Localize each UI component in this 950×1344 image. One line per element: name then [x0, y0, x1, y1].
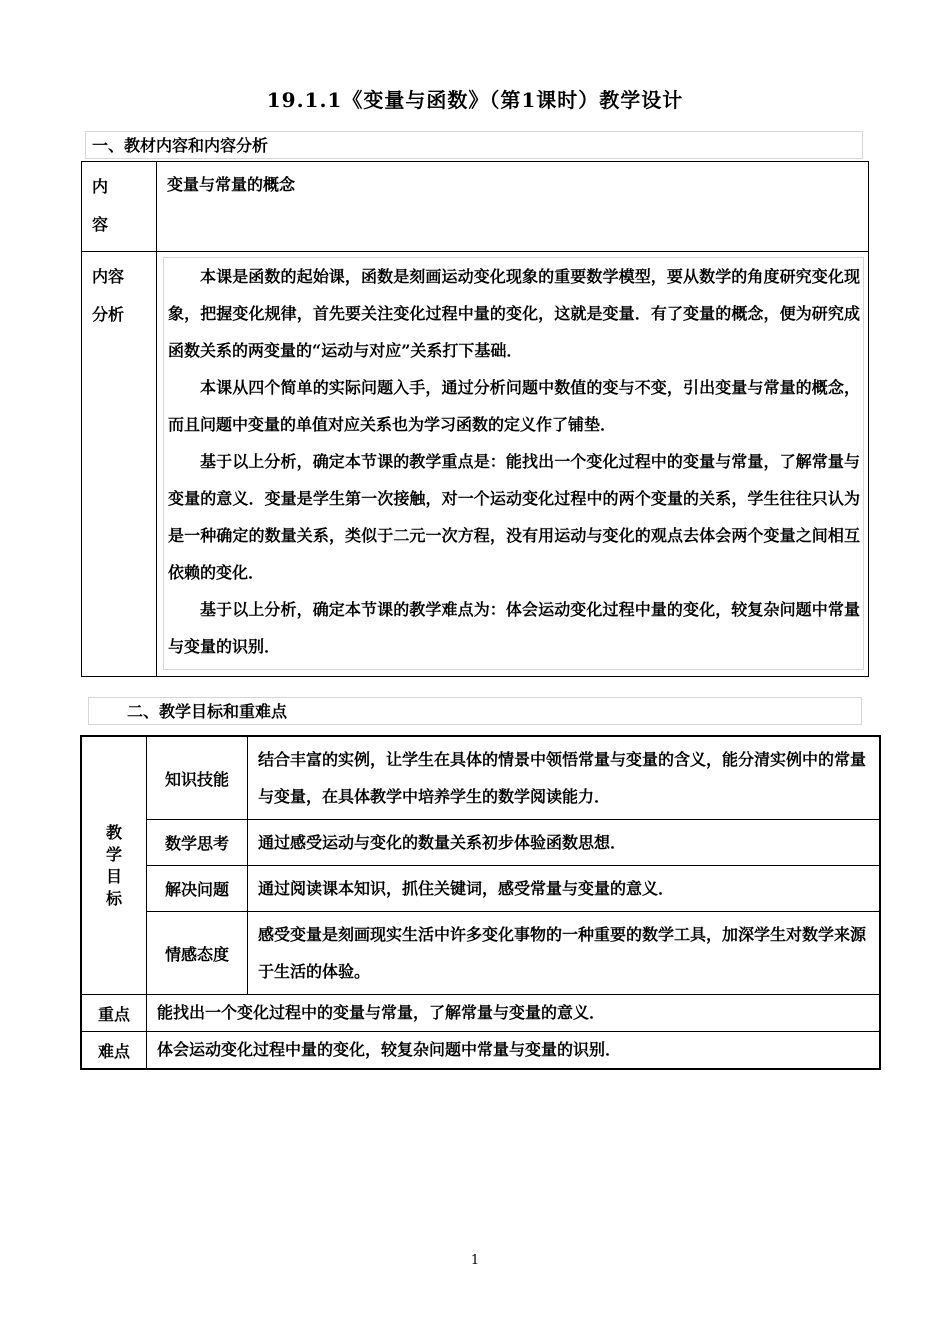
table-row [81, 736, 880, 820]
goal-category: 知识技能 [147, 736, 248, 820]
goal-text: 通过阅读课本知识，抓住关键词，感受常量与变量的意义． [248, 866, 881, 912]
table-row [81, 1032, 880, 1070]
section-heading-goals: 二、教学目标和重难点 [88, 697, 862, 725]
goal-category: 数学思考 [147, 820, 248, 866]
analysis-cell [157, 252, 869, 677]
goal-text: 感受变量是刻画现实生活中许多变化事物的一种重要的数学工具，加深学生对数学来源于生活的体验。 [248, 912, 881, 995]
key-point-label: 重点 [81, 995, 147, 1032]
table-row [82, 162, 869, 252]
goals-label-char: 目 [105, 866, 122, 886]
table-row [81, 866, 880, 912]
goals-label-char: 标 [105, 888, 122, 908]
analysis-text-box [163, 257, 864, 670]
analysis-label [82, 252, 157, 677]
document-title: 19.1.1《变量与函数》（第1课时）教学设计 [266, 88, 684, 112]
goal-text: 结合丰富的实例，让学生在具体的情景中领悟常量与变量的含义，能分清实例中的常量与变量，在具体教学中培养学生的数学阅读能力． [248, 736, 881, 820]
analysis-paragraph: 本课从四个简单的实际问题入手，通过分析问题中数值的变与不变，引出变量与常量的概念，而且问题中变量的单值对应关系也为学习函数的定义作了铺垫． [168, 378, 860, 434]
key-point-text: 能找出一个变化过程中的变量与常量，了解常量与变量的意义． [147, 995, 881, 1032]
content-text: 变量与常量的概念 [157, 162, 869, 252]
goal-category: 解决问题 [147, 866, 248, 912]
goals-label-char: 学 [105, 844, 122, 864]
section-heading-content-analysis: 一、教材内容和内容分析 [85, 131, 863, 159]
difficulty-label: 难点 [81, 1032, 147, 1070]
goals-label [81, 736, 147, 995]
content-label-line: 内 [92, 177, 109, 196]
table-row [81, 820, 880, 866]
goal-category: 情感态度 [147, 912, 248, 995]
table-row [81, 995, 880, 1032]
goals-label-char: 教 [105, 822, 122, 842]
difficulty-text: 体会运动变化过程中量的变化，较复杂问题中常量与变量的识别． [147, 1032, 881, 1070]
goals-table [80, 735, 881, 1070]
analysis-paragraph: 基于以上分析，确定本节课的教学重点是：能找出一个变化过程中的变量与常量，了解常量与变量的意义．变量是学生第一次接触，对一个运动变化过程中的两个变量的关系，学生往往只认为是一种确定的数量关系，类似于二元一次方程，没有用运动与变化的观点去体会两个变量之间相互依赖的变化． [168, 452, 860, 582]
content-analysis-table [81, 161, 869, 677]
analysis-label-line: 分析 [92, 305, 125, 324]
analysis-paragraph: 本课是函数的起始课，函数是刻画运动变化现象的重要数学模型，要从数学的角度研究变化现象，把握变化规律，首先要关注变化过程中量的变化，这就是变量．有了变量的概念，便为研究成函数关系的两变量的“运动与对应”关系打下基础． [168, 267, 860, 360]
content-label [82, 162, 157, 252]
content-label-line: 容 [92, 215, 109, 234]
analysis-label-line: 内容 [92, 267, 125, 286]
analysis-paragraph: 基于以上分析，确定本节课的教学难点为：体会运动变化过程中量的变化，较复杂问题中常量与变量的识别． [168, 600, 860, 656]
goal-text: 通过感受运动与变化的数量关系初步体验函数思想． [248, 820, 881, 866]
page-number: 1 [470, 1253, 480, 1268]
table-row [81, 912, 880, 995]
table-row [82, 252, 869, 677]
